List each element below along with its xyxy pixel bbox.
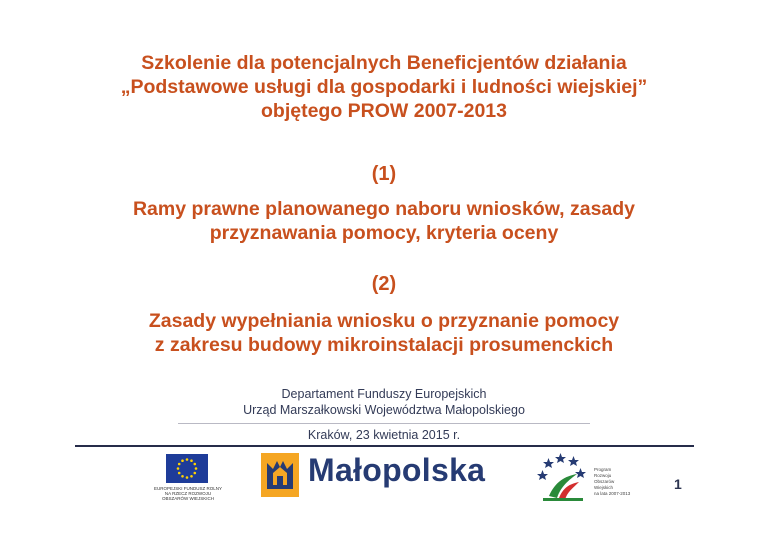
eu-caption-line-1: EUROPEJSKI FUNDUSZ ROLNY [153,486,222,491]
title-line-1: Szkolenie dla potencjalnych Beneficjentów działania [141,52,627,74]
presentation-date: Kraków, 23 kwietnia 2015 r. [307,428,461,442]
eu-star-icon [186,458,189,461]
page-number: 1 [674,476,682,492]
malopolska-emblem-icon [261,453,299,497]
eu-star-icon [181,475,184,478]
section-1-line-1: Ramy prawne planowanego naboru wniosków, zasady [132,198,636,220]
eu-star-icon [178,472,181,475]
eu-star-icon [195,467,198,470]
office-name: Urząd Marszałkowski Województwa Małopolskiego [243,403,525,417]
slide-title [40,51,728,123]
section-1-line-2: przyznawania pomocy, kryteria oceny [209,222,559,244]
title-line-2: „Podstawowe usługi dla gospodarki i ludności wiejskiej” [120,76,648,98]
prow-caption-line-5: na lata 2007-2013 [594,491,631,496]
department-name: Departament Funduszy Europejskich [281,387,487,401]
prow-caption [594,467,654,497]
eu-fund-caption [140,486,236,501]
eu-star-icon [190,475,193,478]
eu-flag-icon [166,454,208,483]
organization-block [0,386,768,418]
eu-star-icon [178,463,181,466]
section-2-line-2: z zakresu budowy mikroinstalacji prosumenckich [154,334,614,356]
divider-main [75,445,694,447]
eu-star-icon [193,472,196,475]
section-1-number: (1) [371,163,397,185]
divider-thin [178,423,590,424]
section-2-line-1: Zasady wypełniania wniosku o przyznanie pomocy [148,310,620,332]
eu-star-icon [190,459,193,462]
section-2-text [40,309,728,357]
title-line-3: objętego PROW 2007-2013 [261,100,507,122]
prow-caption-line-3: Obszarów [594,479,615,484]
prow-caption-line-1: Program [594,467,612,472]
eu-star-icon [181,459,184,462]
section-1-text [40,197,728,245]
malopolska-wordmark: Małopolska [308,452,486,488]
prow-caption-line-4: Wiejskich [594,485,614,490]
prow-logo-icon [535,452,591,504]
eu-caption-line-3: OBSZARÓW WIEJSKICH [161,496,214,501]
eu-star-icon [186,476,189,479]
prow-caption-line-2: Rozwoju [594,473,612,478]
eu-star-icon [193,463,196,466]
section-2-number: (2) [371,273,397,295]
eu-star-icon [177,467,180,470]
eu-caption-line-2: NA RZECZ ROZWOJU [164,491,212,496]
